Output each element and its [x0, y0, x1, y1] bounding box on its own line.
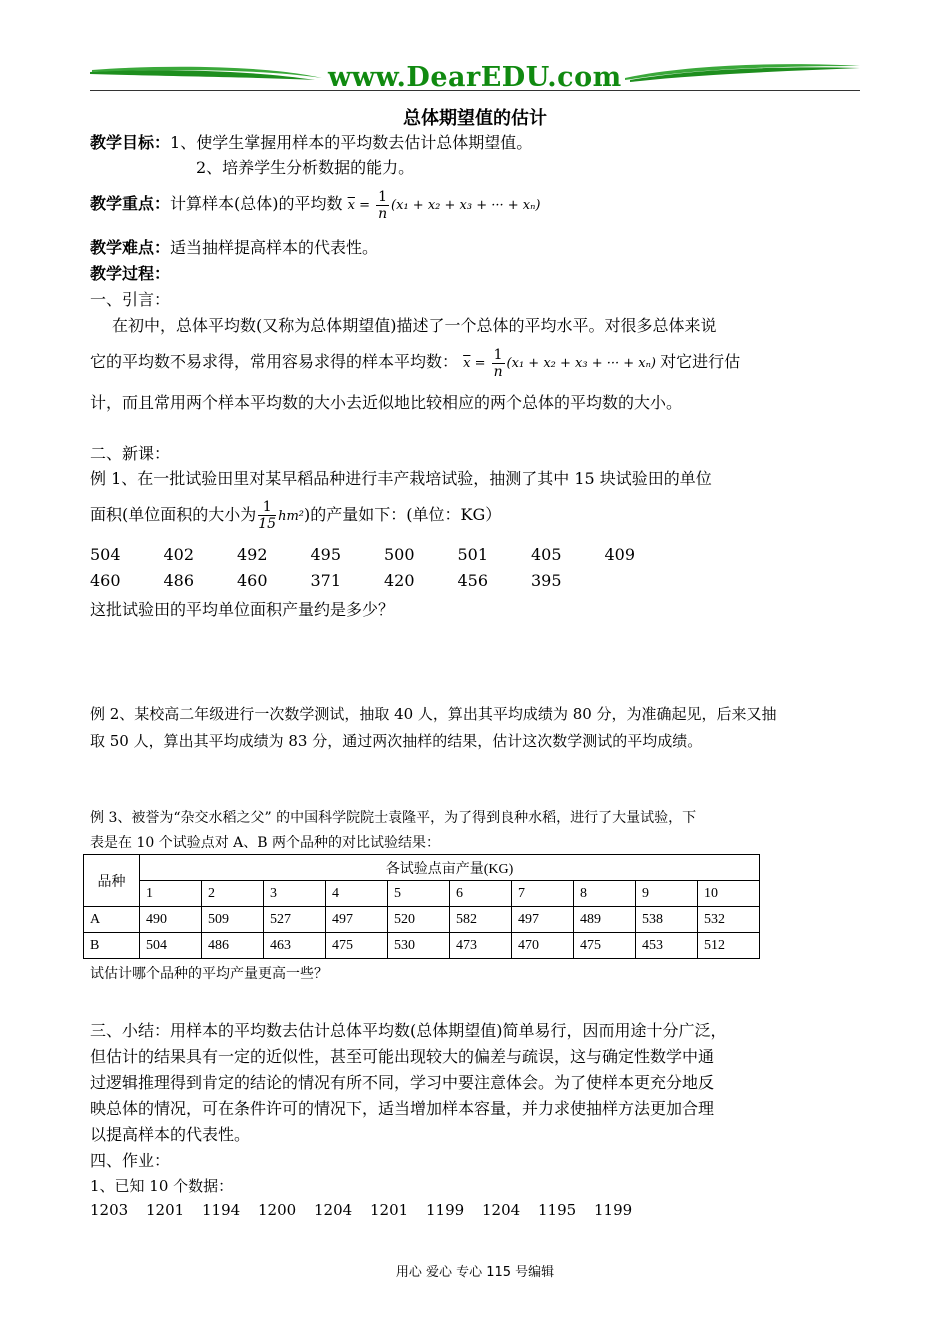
homework-value: 1201	[146, 1201, 185, 1219]
table-column-header: 4	[326, 881, 388, 907]
homework-value: 1201	[370, 1201, 409, 1219]
table-cell: 475	[574, 933, 636, 959]
new-lesson-heading: 二、新课：	[90, 444, 171, 463]
data-value: 460	[237, 571, 268, 590]
example-1-question: 这批试验田的平均单位面积产量约是多少？	[90, 600, 395, 619]
data-value: 501	[457, 545, 489, 564]
difficulty-line	[90, 235, 378, 258]
data-value: 395	[531, 571, 562, 590]
example-2-line-1: 例 2、某校高二年级进行一次数学测试，抽取 40 人，算出其平均成绩为 80 分，为准确起见，后来又抽	[90, 705, 777, 723]
homework-item-1: 1、已知 10 个数据：	[90, 1177, 234, 1195]
summary-line-5: 以提高样本的代表性。	[90, 1125, 251, 1144]
data-value: 504	[90, 545, 121, 564]
intro-heading: 一、引言：	[90, 290, 171, 309]
data-value: 402	[163, 545, 195, 564]
goals-line-1	[90, 130, 532, 153]
table-cell: 489	[574, 907, 636, 933]
process-label: 教学过程：	[90, 264, 171, 283]
table-cell: 520	[388, 907, 450, 933]
yield-table	[83, 854, 760, 959]
key-point-text: 计算样本(总体)的平均数	[170, 194, 343, 213]
data-value: 492	[237, 545, 268, 564]
table-cell: 470	[512, 933, 574, 959]
table-cell: 582	[450, 907, 512, 933]
table-cell: 509	[202, 907, 264, 933]
data-value: 409	[604, 545, 636, 564]
table-cell: 512	[698, 933, 760, 959]
table-column-header: 7	[512, 881, 574, 907]
table-cell: 453	[636, 933, 698, 959]
intro-line-2: 它的平均数不易求得，常用容易求得的样本平均数： $\overline{x}$ = $\frac{1}{n}$ (x₁ + x₂ + x₃ + ··· + xₙ) 对它进行估	[90, 347, 741, 380]
key-point-line	[90, 190, 540, 221]
table-column-header: 3	[264, 881, 326, 907]
table-cell: 538	[636, 907, 698, 933]
homework-value: 1203	[90, 1201, 129, 1219]
data-value: 486	[163, 571, 195, 590]
table-header-row	[84, 855, 760, 881]
example-3-question: 试估计哪个品种的平均产量更高一些？	[90, 966, 328, 982]
example-1-line-1: 例 1、在一批试验田里对某早稻品种进行丰产栽培试验，抽测了其中 15 块试验田的单位	[90, 469, 712, 488]
goals-label: 教学目标：	[90, 133, 171, 152]
page-footer: 用心 爱心 专心 115 号编辑	[395, 1265, 555, 1280]
table-row-header: 品种	[84, 855, 140, 907]
homework-value: 1204	[482, 1201, 521, 1219]
table-cell: 463	[264, 933, 326, 959]
mean-formula: $\overline{x}$ = $\frac{1}{n}$ (x₁ + x₂ + x₃ + ··· + xₙ)	[347, 189, 541, 222]
data-value: 371	[310, 571, 342, 590]
example-2-line-2: 取 50 人，算出其平均成绩为 83 分，通过两次抽样的结果，估计这次数学测试的平均成绩。	[90, 732, 703, 750]
table-column-header: 10	[698, 881, 760, 907]
table-cell: 532	[698, 907, 760, 933]
homework-heading: 四、作业：	[90, 1151, 171, 1170]
intro-line-3: 计，而且常用两个样本平均数的大小去近似地比较相应的两个总体的平均数的大小。	[90, 393, 683, 412]
table-row-label: A	[84, 907, 140, 933]
data-value: 500	[384, 545, 415, 564]
homework-value: 1199	[426, 1201, 465, 1219]
homework-value: 1199	[594, 1201, 633, 1219]
table-column-row	[84, 881, 760, 907]
table-cell: 486	[202, 933, 264, 959]
data-value: 460	[90, 571, 121, 590]
table-group-header: 各试验点亩产量(KG)	[140, 855, 760, 881]
table-column-header: 2	[202, 881, 264, 907]
summary-line-1: 三、小结：用样本的平均数去估计总体平均数(总体期望值)简单易行，因而用途十分广泛，	[90, 1021, 727, 1040]
table-cell: 473	[450, 933, 512, 959]
intro-line-1: 在初中，总体平均数(又称为总体期望值)描述了一个总体的平均水平。对很多总体来说	[112, 316, 717, 335]
page-title: 总体期望值的估计	[403, 108, 547, 129]
table-row	[84, 907, 760, 933]
area-fraction: $\frac{1}{15}$	[258, 499, 277, 532]
homework-value: 1194	[202, 1201, 241, 1219]
table-cell: 475	[326, 933, 388, 959]
example-3-line-2: 表是在 10 个试验点对 A、B 两个品种的对比试验结果：	[90, 835, 441, 851]
table-cell: 490	[140, 907, 202, 933]
table-cell: 530	[388, 933, 450, 959]
summary-line-3: 过逻辑推理得到肯定的结论的情况有所不同，学习中要注意体会。为了使样本更充分地反	[90, 1073, 715, 1092]
summary-line-2: 但估计的结果具有一定的近似性，甚至可能出现较大的偏差与疏误，这与确定性数学中通	[90, 1047, 715, 1066]
difficulty-label: 教学难点：	[90, 238, 171, 257]
data-value: 420	[384, 571, 415, 590]
summary-line-4: 映总体的情况，可在条件许可的情况下，适当增加样本容量，并力求使抽样方法更加合理	[90, 1099, 715, 1118]
table-column-header: 1	[140, 881, 202, 907]
homework-value: 1200	[258, 1201, 297, 1219]
goal-item-1: 1、使学生掌握用样本的平均数去估计总体期望值。	[170, 133, 533, 152]
table-column-header: 9	[636, 881, 698, 907]
area-unit: hm²	[278, 509, 304, 524]
table-row	[84, 933, 760, 959]
table-column-header: 6	[450, 881, 512, 907]
data-value: 456	[457, 571, 489, 590]
key-point-label: 教学重点：	[90, 194, 171, 213]
homework-value: 1195	[538, 1201, 577, 1219]
difficulty-text: 适当抽样提高样本的代表性。	[170, 238, 379, 257]
table-cell: 527	[264, 907, 326, 933]
table-cell: 497	[326, 907, 388, 933]
data-value: 405	[531, 545, 562, 564]
table-row-label: B	[84, 933, 140, 959]
mean-formula-inline: $\overline{x}$ = $\frac{1}{n}$ (x₁ + x₂ + x₃ + ··· + xₙ)	[463, 347, 656, 380]
header-rule	[90, 90, 860, 91]
table-cell: 497	[512, 907, 574, 933]
homework-value: 1204	[314, 1201, 353, 1219]
table-column-header: 8	[574, 881, 636, 907]
table-cell: 504	[140, 933, 202, 959]
example-3-line-1: 例 3、被誉为“杂交水稻之父” 的中国科学院院士袁隆平，为了得到良种水稻，进行了大量试验，下	[90, 810, 697, 826]
goal-item-2: 2、培养学生分析数据的能力。	[196, 158, 415, 177]
data-value: 495	[310, 545, 342, 564]
table-column-header: 5	[388, 881, 450, 907]
example-1-line-2: 面积(单位面积的大小为 $\frac{1}{15}$ hm²)的产量如下：(单位：KG）	[90, 499, 502, 532]
site-logo[interactable]: www.DearEDU.com	[328, 62, 622, 93]
